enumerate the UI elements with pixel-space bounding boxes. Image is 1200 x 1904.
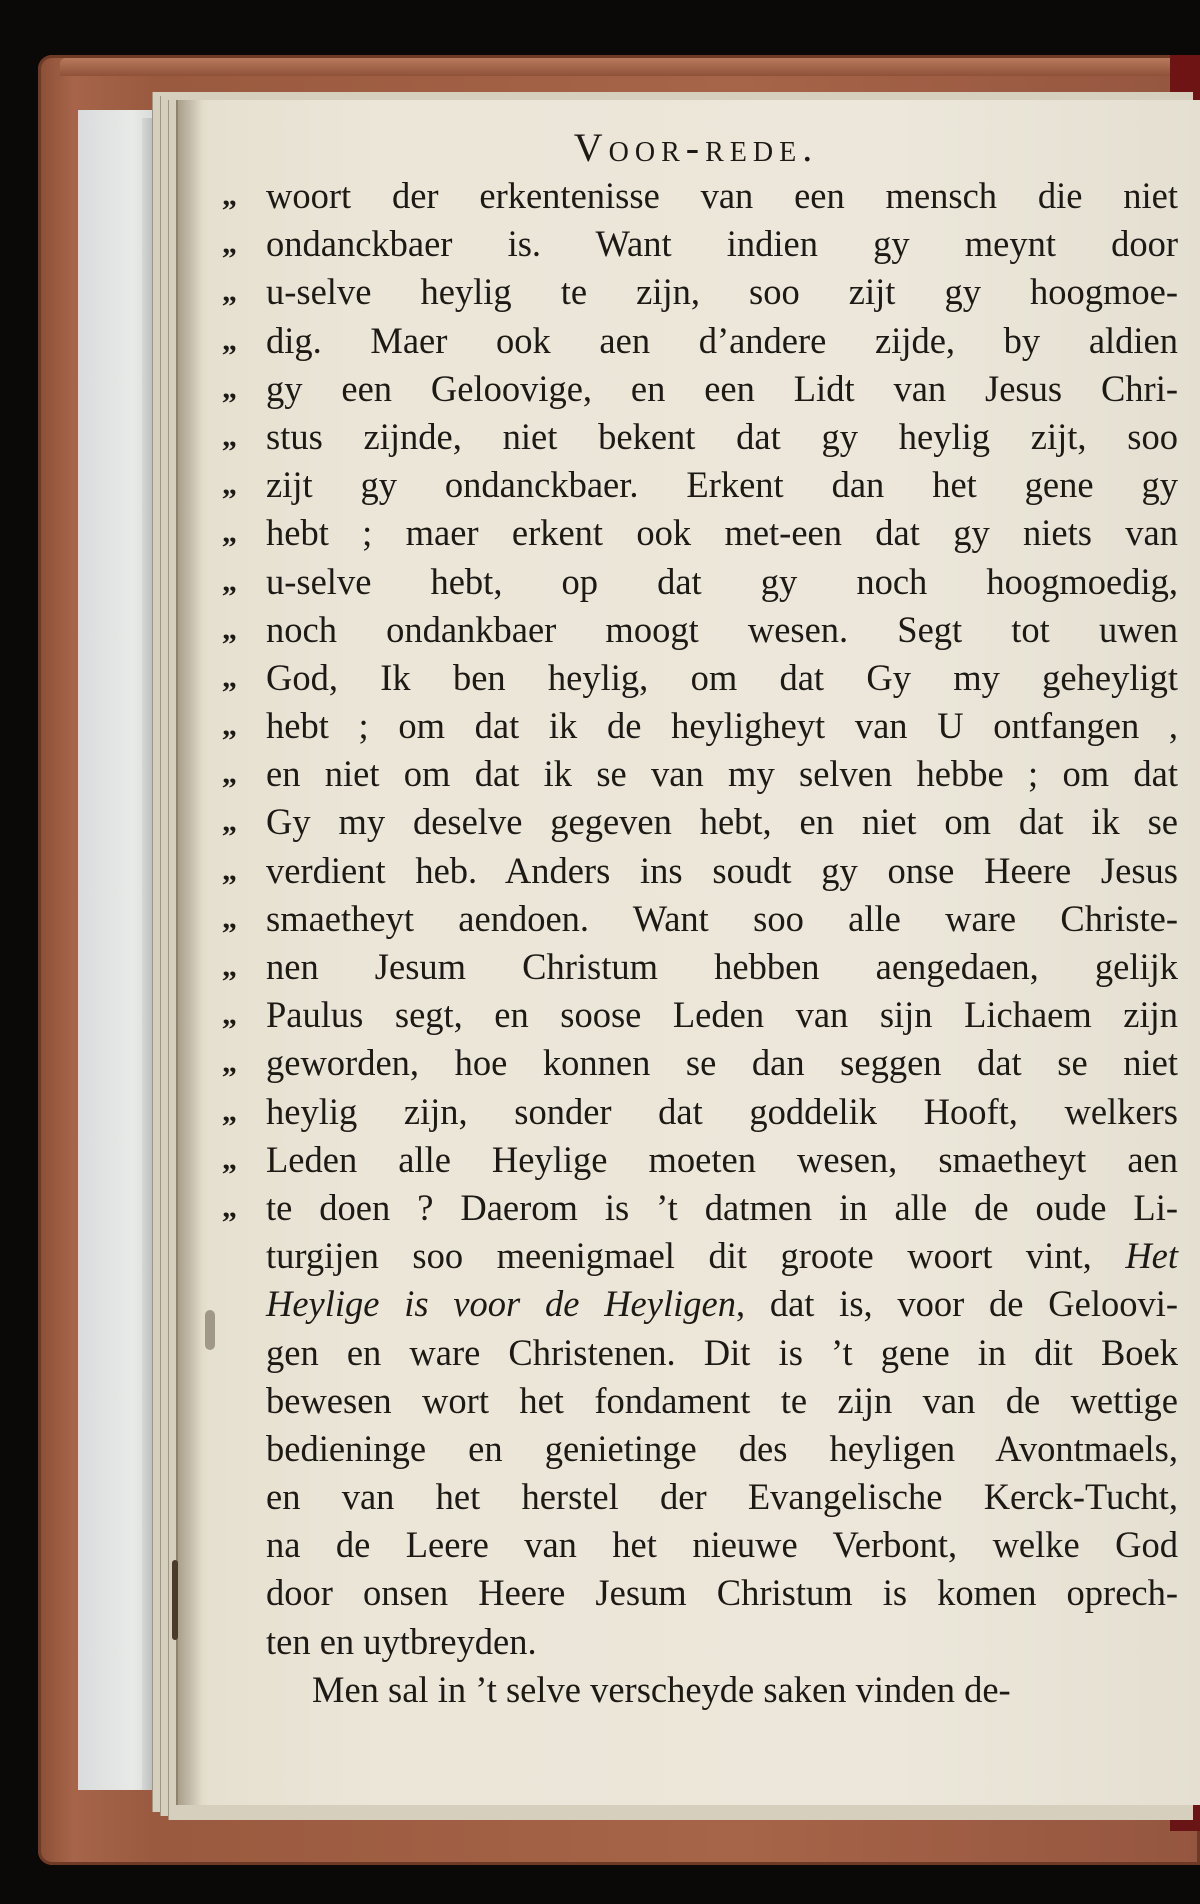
line-text: Gy my deselve gegeven hebt, en niet om dat ik se xyxy=(266,801,1178,843)
text-line xyxy=(222,172,1178,220)
line-text: gy een Geloovige, en een Lidt van Jesus Chri- xyxy=(266,367,1178,409)
line-text: verdient heb. Anders ins soudt gy onse Heere Jesus xyxy=(266,849,1178,891)
margin-mark xyxy=(172,1560,178,1640)
text-line xyxy=(222,317,1178,365)
line-text: na de Leere van het nieuwe Verbont, welke God xyxy=(266,1524,1178,1566)
line-text: door onsen Heere Jesum Christum is komen oprech- xyxy=(266,1572,1178,1614)
quote-mark: „ xyxy=(222,275,237,309)
quote-mark: „ xyxy=(222,950,237,983)
quote-mark: „ xyxy=(222,1046,237,1080)
line-text: turgijen soo meenigmael dit groote woort vint, xyxy=(266,1235,1092,1277)
line-text: nen Jesum Christum hebben aengedaen, gelijk xyxy=(266,946,1178,987)
text-line xyxy=(222,1039,1178,1087)
text-line xyxy=(222,558,1178,606)
italic-phrase: Het xyxy=(1125,1235,1179,1277)
line-text: geworden, hoe konnen se dan seggen dat se niet xyxy=(266,1042,1178,1084)
quote-mark: „ xyxy=(222,998,237,1032)
quote-mark: „ xyxy=(222,612,237,646)
page-text xyxy=(222,124,1186,1714)
line-text: en van het herstel der Evangelische Kerck-Tucht, xyxy=(266,1476,1178,1518)
text-line xyxy=(222,798,1178,846)
line-text: ten en uytbreyden. xyxy=(266,1620,537,1662)
ink-stain xyxy=(205,1310,215,1350)
line-text: dig. Maer ook aen d’andere zijde, by aldien xyxy=(266,319,1178,361)
text-line xyxy=(266,1473,1178,1521)
text-line xyxy=(222,702,1178,750)
quote-mark: „ xyxy=(222,468,237,502)
text-line xyxy=(266,1280,1178,1328)
text-line xyxy=(222,943,1178,991)
quote-mark: „ xyxy=(222,1094,237,1128)
quote-mark: „ xyxy=(222,516,237,550)
text-line xyxy=(222,365,1178,413)
text-line xyxy=(222,654,1178,702)
line-text: u-selve hebt, op dat gy noch hoogmoedig, xyxy=(266,560,1178,602)
line-text: te doen ? Daerom is ’t datmen in alle de oude Li- xyxy=(266,1186,1178,1228)
line-text: heylig zijn, sonder dat goddelik Hooft, welkers xyxy=(266,1090,1178,1132)
text-line xyxy=(266,1232,1178,1280)
text-line xyxy=(222,509,1178,557)
text-line xyxy=(266,1521,1178,1569)
text-line xyxy=(222,895,1178,943)
quote-mark: „ xyxy=(222,323,237,357)
text-line xyxy=(222,461,1178,509)
quote-mark: „ xyxy=(222,1142,237,1176)
line-text: u-selve heylig te zijn, soo zijt gy hoogmoe- xyxy=(266,271,1178,313)
line-text: zijt gy ondanckbaer. Erkent dan het gene gy xyxy=(266,464,1178,506)
line-text: bedieninge en genietinge des heyligen Avontmaels, xyxy=(266,1427,1178,1469)
text-line xyxy=(222,847,1178,895)
text-line xyxy=(266,1618,1178,1666)
quote-mark: „ xyxy=(222,901,237,935)
line-text: God, Ik ben heylig, om dat Gy my geheyligt xyxy=(266,656,1178,698)
body-passage xyxy=(266,1232,1186,1666)
line-text: hebt ; maer erkent ook met-een dat gy niets van xyxy=(266,512,1178,554)
line-text: Leden alle Heylige moeten wesen, smaetheyt aen xyxy=(266,1138,1178,1180)
text-line xyxy=(222,606,1178,654)
quoted-passage xyxy=(222,172,1186,1232)
line-text: noch ondankbaer moogt wesen. Segt tot uwen xyxy=(266,608,1178,650)
text-line xyxy=(266,1425,1178,1473)
line-text: smaetheyt aendoen. Want soo alle ware Christe- xyxy=(266,897,1178,939)
line-text: en niet om dat ik se van my selven hebbe ; om dat xyxy=(266,753,1178,795)
quote-mark: „ xyxy=(222,1190,237,1224)
quote-mark: „ xyxy=(222,371,237,405)
text-line xyxy=(222,1088,1178,1136)
quote-mark: „ xyxy=(222,419,237,453)
text-line xyxy=(222,750,1178,798)
text-line xyxy=(222,1184,1178,1232)
quote-mark: „ xyxy=(222,853,237,887)
text-line xyxy=(266,1377,1178,1425)
italic-phrase: Heylige is voor de Heyligen xyxy=(266,1283,736,1325)
text-line xyxy=(222,413,1178,461)
quote-mark: „ xyxy=(222,564,237,598)
quote-mark: „ xyxy=(222,227,237,261)
text-line xyxy=(222,1136,1178,1184)
line-text: woort der erkentenisse van een mensch die niet xyxy=(266,175,1178,216)
text-line xyxy=(222,991,1178,1039)
quote-mark: „ xyxy=(222,179,237,212)
line-text: , dat is, voor de Geloovi- xyxy=(735,1283,1178,1325)
quote-mark: „ xyxy=(222,757,237,791)
text-line xyxy=(266,1329,1178,1377)
line-text: gen en ware Christenen. Dit is ’t gene in dit Boek xyxy=(266,1331,1178,1373)
line-text: Paulus segt, en soose Leden van sijn Lichaem zijn xyxy=(266,994,1178,1036)
cover-top-edge xyxy=(60,58,1200,76)
line-text: hebt ; om dat ik de heyligheyt van U ontfangen , xyxy=(266,705,1178,747)
line-text: bewesen wort het fondament te zijn van de wettige xyxy=(266,1379,1178,1421)
quote-mark: „ xyxy=(222,660,237,694)
text-line xyxy=(222,268,1178,316)
running-header: Voor-rede. xyxy=(573,125,819,170)
line-text: ondanckbaer is. Want indien gy meynt door xyxy=(266,223,1178,265)
spine-shade xyxy=(176,100,202,1805)
text-line xyxy=(222,220,1178,268)
quote-mark: „ xyxy=(222,805,237,839)
paragraph-start-line: Men sal in ’t selve verscheyde saken vinden de- xyxy=(312,1668,1011,1710)
line-text: stus zijnde, niet bekent dat gy heylig zijt, soo xyxy=(266,415,1178,457)
quote-mark: „ xyxy=(222,709,237,743)
text-line xyxy=(266,1569,1178,1617)
